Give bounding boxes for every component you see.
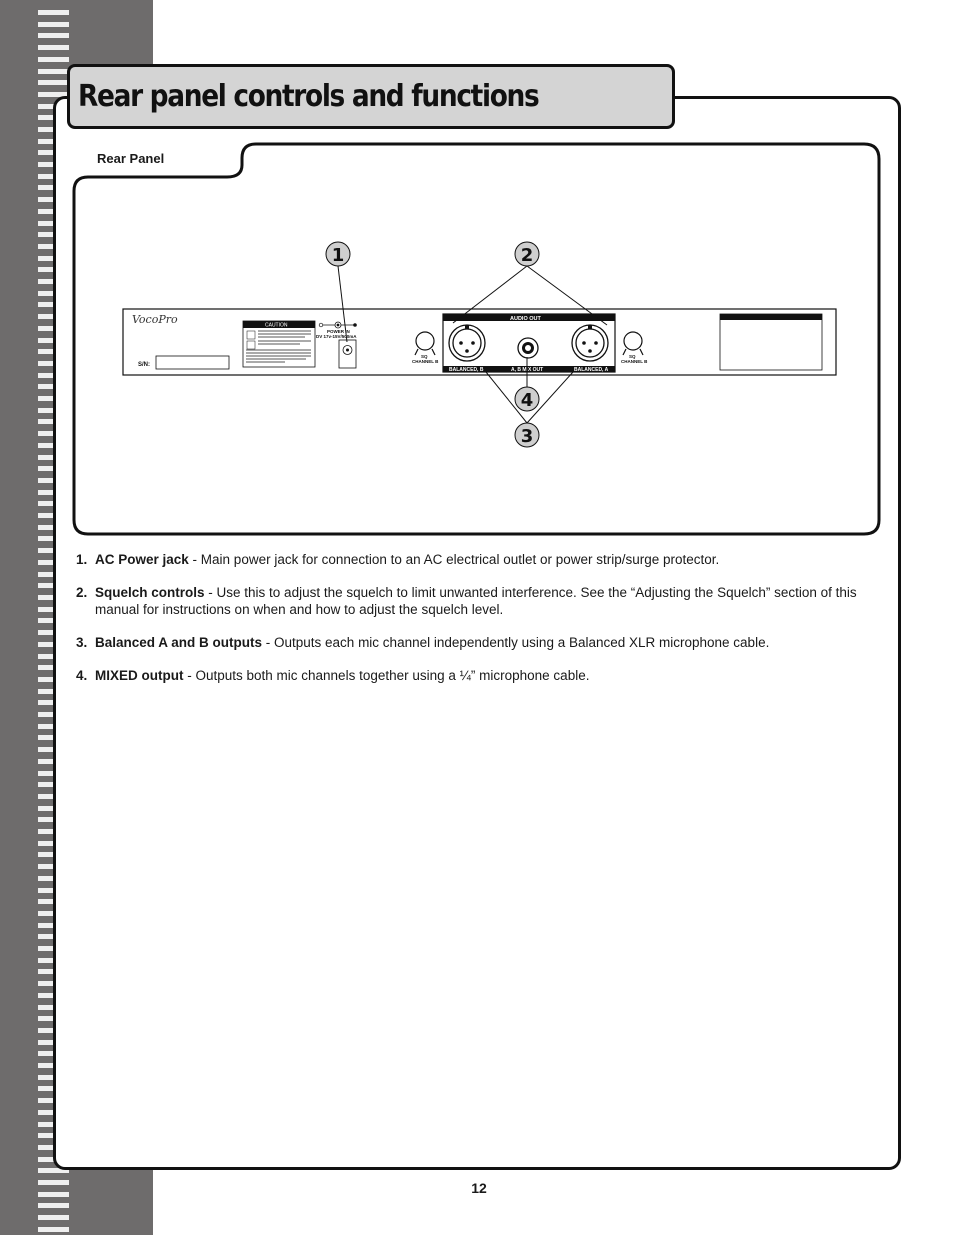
caution-label <box>243 321 315 367</box>
callout-1 <box>326 242 350 266</box>
description-list <box>76 551 866 700</box>
description-term: MIXED output <box>95 668 184 683</box>
description-text: - Main power jack for connection to an AC electrical outlet or power strip/surge protector. <box>188 552 720 567</box>
description-term: Balanced A and B outputs <box>95 635 263 650</box>
page-number: 12 <box>471 1180 487 1196</box>
channel-label-right: CHANNEL B <box>621 359 648 364</box>
callout-4-label: 4 <box>520 390 534 411</box>
balanced-a-label: BALANCED, A <box>574 367 609 373</box>
mix-out-label: A, B MIX OUT <box>511 367 544 373</box>
label-plate <box>720 314 822 370</box>
description-number: 3. <box>76 635 88 650</box>
callout-2-label: 2 <box>520 245 534 266</box>
rear-panel-label: Rear Panel <box>97 151 165 166</box>
callout-2 <box>515 242 539 266</box>
power-spec: DV 17v-15V/500mA <box>316 334 357 339</box>
callout-3-label: 3 <box>520 426 534 447</box>
description-text: - Outputs each mic channel independently using a Balanced XLR microphone cable. <box>262 635 770 650</box>
description-text: - Outputs both mic channels together using a ¼” microphone cable. <box>183 668 590 683</box>
sq-label-right: SQ <box>629 354 636 359</box>
callout-4 <box>515 387 539 411</box>
balanced-b-label: BALANCED, B <box>449 367 484 373</box>
description-number: 2. <box>76 585 88 600</box>
brand-logo: VocoPro <box>132 313 178 326</box>
caution-title: CAUTION <box>265 322 288 329</box>
power-label: POWER IN <box>327 329 350 334</box>
sq-label-left: SQ <box>421 354 428 359</box>
description-item-3 <box>76 634 866 651</box>
description-number: 4. <box>76 668 88 683</box>
description-text: - Use this to adjust the squelch to limit unwanted interference. See the “Adjusting the Squelch” section of this manual for instructions on when and how to adjust the squelch level. <box>95 585 857 617</box>
callout-3 <box>515 423 539 447</box>
description-item-2 <box>76 584 866 618</box>
sn-box <box>156 356 229 369</box>
audio-out-panel <box>443 314 615 373</box>
sn-label: S/N: <box>138 362 150 368</box>
page-title: Rear panel controls and functions <box>78 79 539 114</box>
channel-label-left: CHANNEL B <box>412 359 439 364</box>
description-number: 1. <box>76 552 88 567</box>
title-tab <box>67 64 675 129</box>
description-item-1 <box>76 551 866 568</box>
description-term: Squelch controls <box>95 585 205 600</box>
description-item-4 <box>76 667 866 684</box>
audio-out-label: AUDIO OUT <box>510 316 541 322</box>
description-term: AC Power jack <box>95 552 189 567</box>
callout-1-label: 1 <box>331 245 345 266</box>
